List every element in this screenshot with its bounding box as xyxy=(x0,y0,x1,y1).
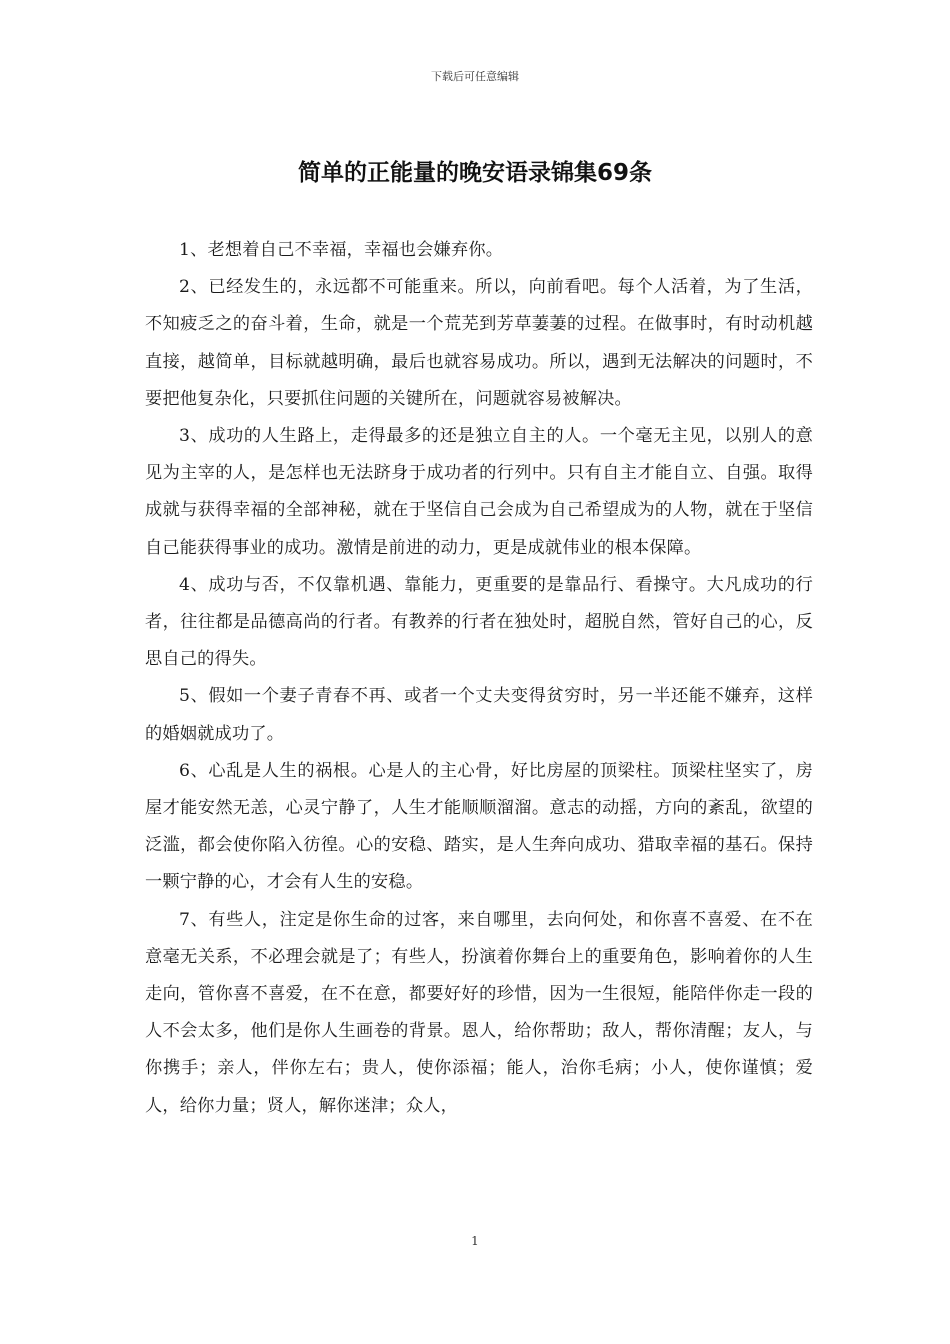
document-title: 简单的正能量的晚安语录锦集69条 xyxy=(297,160,652,186)
document-body xyxy=(145,232,813,1125)
paragraph-6: 6、心乱是人生的祸根。心是人的主心骨，好比房屋的顶梁柱。顶梁柱坚实了，房屋才能安然无恙，心灵宁静了，人生才能顺顺溜溜。意志的动摇，方向的紊乱，欲望的泛滥，都会使你陷入彷徨。心的安稳、踏实，是人生奔向成功、猎取幸福的基石。保持一颗宁静的心，才会有人生的安稳。 xyxy=(145,760,813,893)
paragraph-7: 7、有些人，注定是你生命的过客，来自哪里，去向何处，和你喜不喜爱、在不在意毫无关系，不必理会就是了；有些人，扮演着你舞台上的重要角色，影响着你的人生走向，管你喜不喜爱，在不在意，都要好好的珍惜，因为一生很短，能陪伴你走一段的人不会太多，他们是你人生画卷的背景。恩人，给你帮助；敌人，帮你清醒；友人，与你携手；亲人，伴你左右；贵人，使你添福；能人，治你毛病；小人，使你谨慎；爱人，给你力量；贤人，解你迷津；众人， xyxy=(145,909,813,1116)
header-note: 下载后可任意编辑 xyxy=(431,70,519,83)
page-number: 1 xyxy=(471,1234,479,1248)
paragraph-2: 2、已经发生的，永远都不可能重来。所以，向前看吧。每个人活着，为了生活，不知疲乏之的奋斗着，生命，就是一个荒芜到芳草萋萋的过程。在做事时，有时动机越直接，越简单，目标就越明确，最后也就容易成功。所以，遇到无法解决的问题时，不要把他复杂化，只要抓住问题的关键所在，问题就容易被解决。 xyxy=(145,277,813,409)
paragraph-3: 3、成功的人生路上，走得最多的还是独立自主的人。一个毫无主见，以别人的意见为主宰的人，是怎样也无法跻身于成功者的行列中。只有自主才能自立、自强。取得成就与获得幸福的全部神秘，就在于坚信自己会成为自己希望成为的人物，就在于坚信自己能获得事业的成功。激情是前进的动力，更是成就伟业的根本保障。 xyxy=(145,426,813,558)
paragraph-5: 5、假如一个妻子青春不再、或者一个丈夫变得贫穷时，另一半还能不嫌弃，这样的婚姻就成功了。 xyxy=(145,686,813,744)
paragraph-1: 1、老想着自己不幸福，幸福也会嫌弃你。 xyxy=(179,240,504,260)
paragraph-4: 4、成功与否，不仅靠机遇、靠能力，更重要的是靠品行、看操守。大凡成功的行者，往往都是品德高尚的行者。有教养的行者在独处时，超脱自然，管好自己的心，反思自己的得失。 xyxy=(145,574,813,670)
